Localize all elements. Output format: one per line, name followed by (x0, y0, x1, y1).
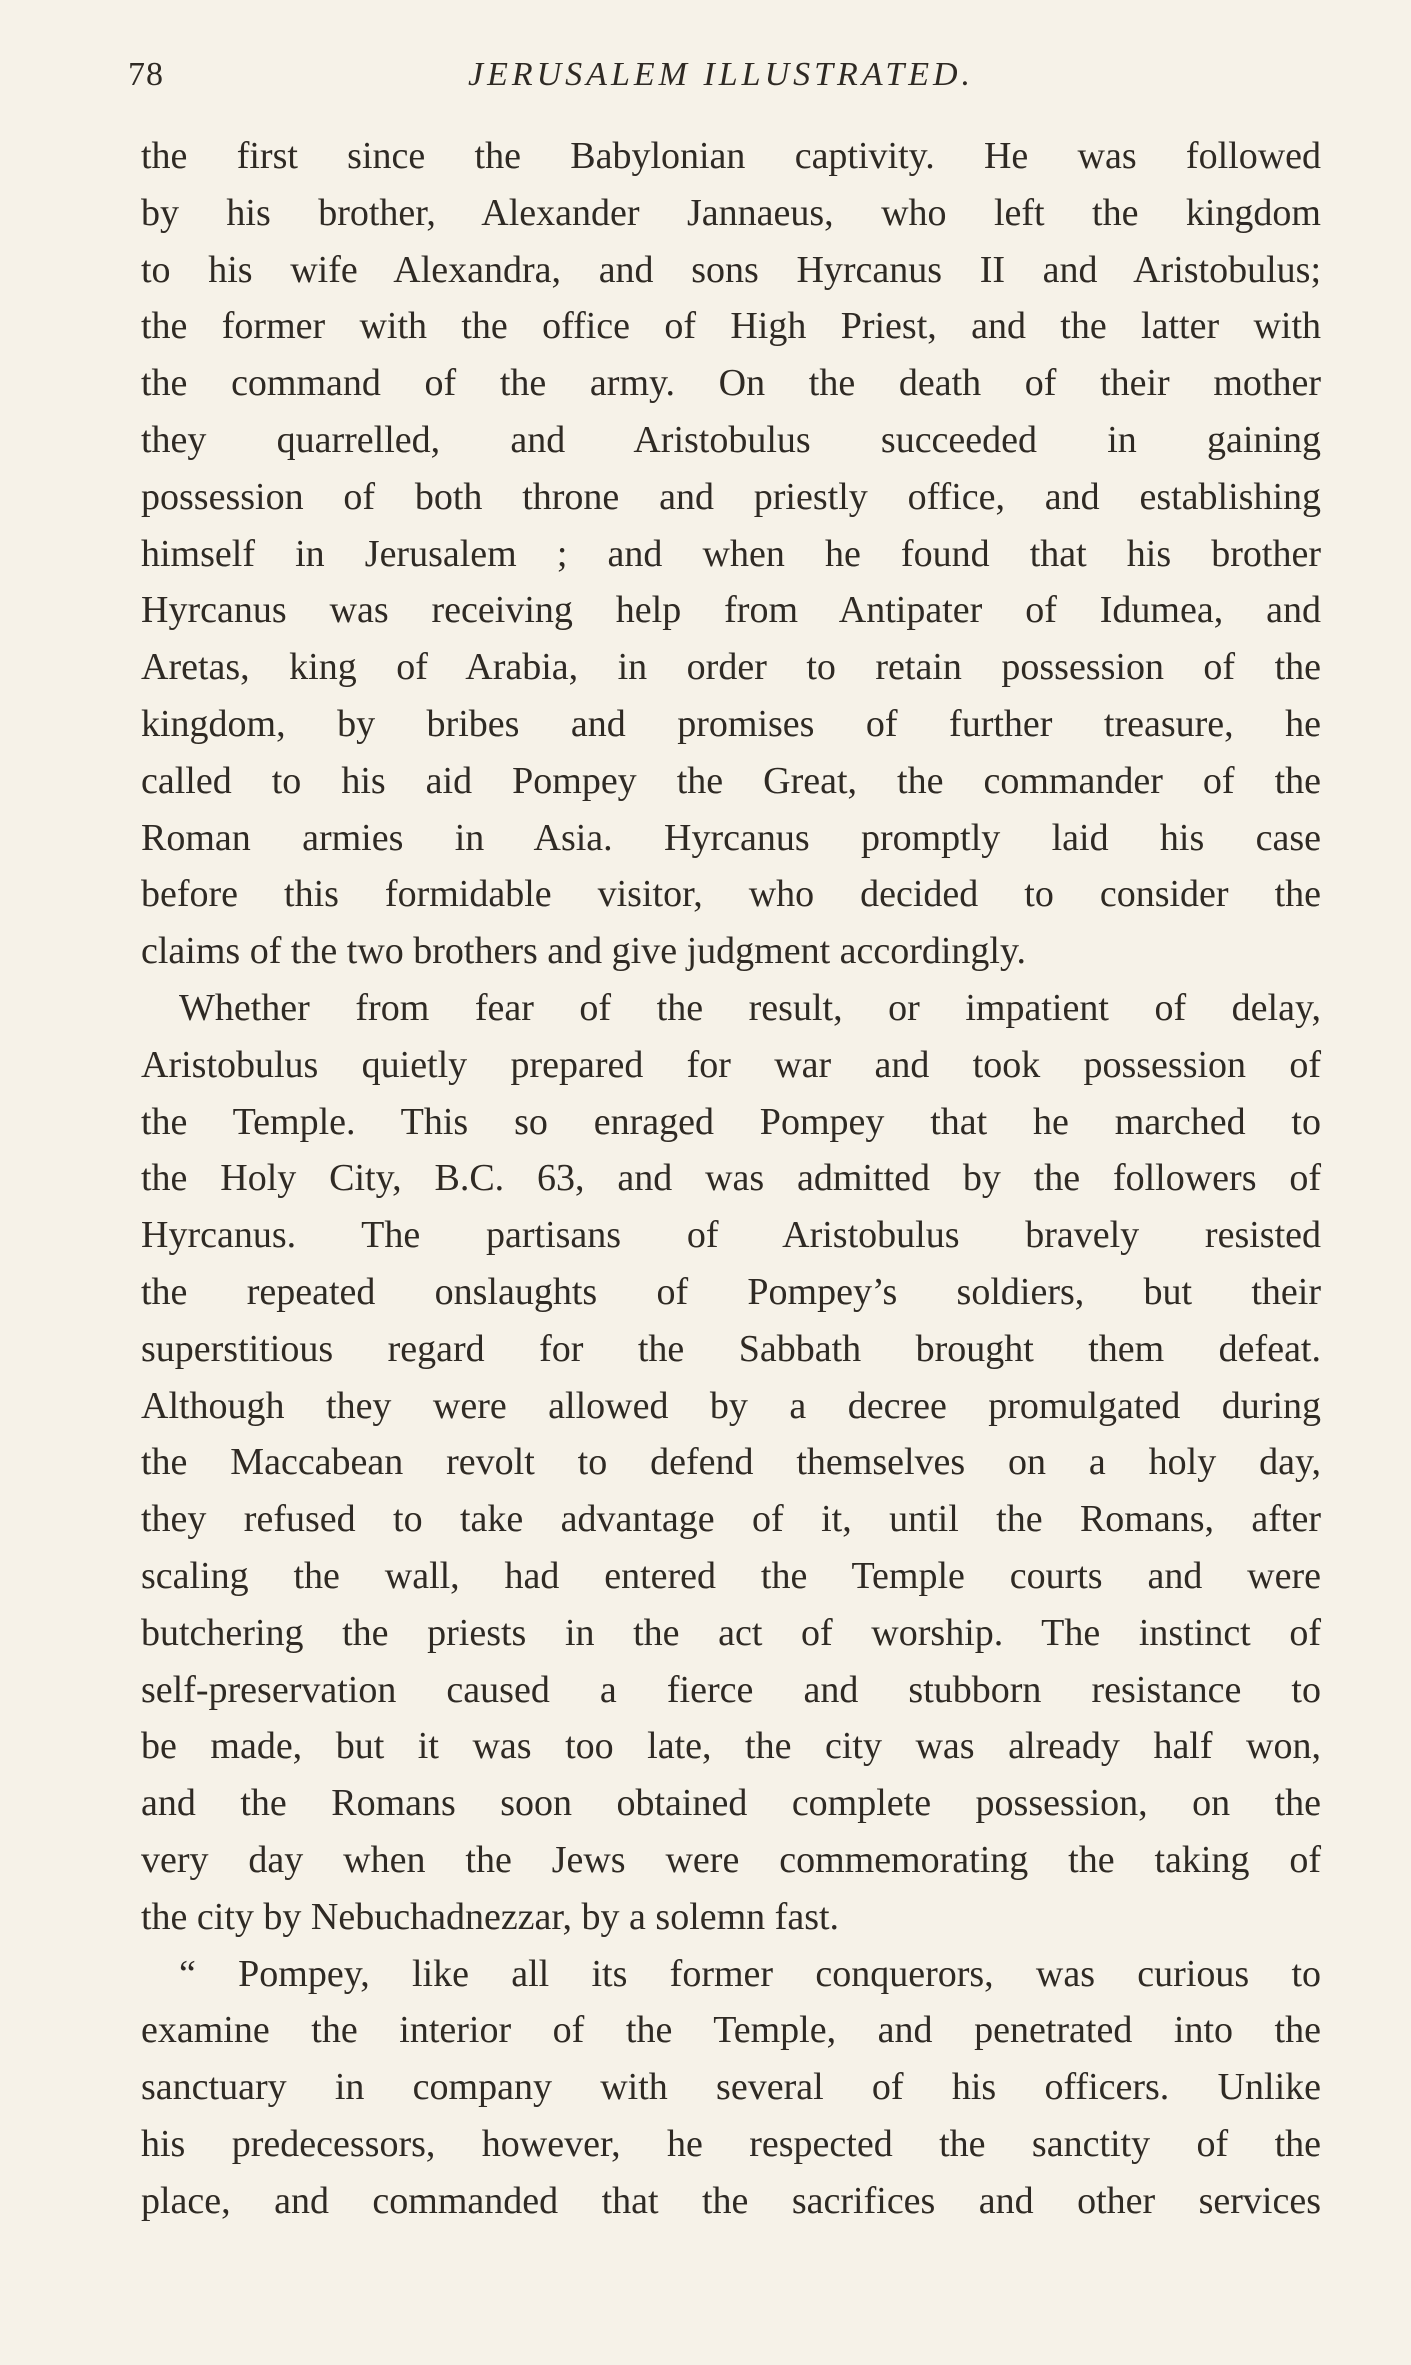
text-line: before this formidable visitor, who decided to consider the (141, 873, 1321, 916)
paragraph-first-line: Whether from fear of the result, or impatient of delay, (179, 986, 1321, 1029)
text-line: himself in Jerusalem ; and when he found that his brother (141, 532, 1321, 575)
text-line: they quarrelled, and Aristobulus succeeded in gaining (141, 418, 1321, 461)
text-line: the command of the army. On the death of their mother (141, 362, 1321, 405)
text-line: the Maccabean revolt to defend themselves on a holy day, (141, 1441, 1321, 1484)
text-line: Aristobulus quietly prepared for war and took possession of (141, 1043, 1321, 1086)
paragraph-first-line: “ Pompey, like all its former conquerors, was curious to (179, 1952, 1321, 1995)
text-line: scaling the wall, had entered the Temple courts and were (141, 1554, 1321, 1597)
running-title: JERUSALEM ILLUSTRATED. (468, 56, 975, 93)
text-line: his predecessors, however, he respected the sanctity of the (141, 2122, 1321, 2165)
text-line: the former with the office of High Priest, and the latter with (141, 305, 1321, 348)
page-number: 78 (128, 56, 164, 93)
text-line: very day when the Jews were commemorating the taking of (141, 1838, 1321, 1881)
text-line: the repeated onslaughts of Pompey’s soldiers, but their (141, 1270, 1321, 1313)
text-line: called to his aid Pompey the Great, the commander of the (141, 759, 1321, 802)
page-header (128, 56, 1308, 112)
text-line: Roman armies in Asia. Hyrcanus promptly laid his case (141, 816, 1321, 859)
text-line: be made, but it was too late, the city was already half won, (141, 1725, 1321, 1768)
text-line: self-preservation caused a fierce and stubborn resistance to (141, 1668, 1321, 1711)
text-line: the Holy City, B.C. 63, and was admitted by the followers of (141, 1157, 1321, 1200)
text-line: the Temple. This so enraged Pompey that he marched to (141, 1100, 1321, 1143)
text-line: claims of the two brothers and give judgment accordingly. (141, 930, 1027, 973)
text-line: examine the interior of the Temple, and penetrated into the (141, 2009, 1321, 2052)
text-line: Hyrcanus was receiving help from Antipater of Idumea, and (141, 589, 1321, 632)
text-line: possession of both throne and priestly office, and establishing (141, 475, 1321, 518)
text-line: the city by Nebuchadnezzar, by a solemn fast. (141, 1895, 840, 1938)
body-text (141, 128, 1321, 2229)
text-line: Hyrcanus. The partisans of Aristobulus bravely resisted (141, 1214, 1321, 1257)
text-line: Although they were allowed by a decree promulgated during (141, 1384, 1321, 1427)
text-line: to his wife Alexandra, and sons Hyrcanus II and Aristobulus; (141, 248, 1321, 291)
text-line: Aretas, king of Arabia, in order to retain possession of the (141, 646, 1321, 689)
text-line: butchering the priests in the act of worship. The instinct of (141, 1611, 1321, 1654)
text-line: they refused to take advantage of it, until the Romans, after (141, 1498, 1321, 1541)
text-line: sanctuary in company with several of his officers. Unlike (141, 2066, 1321, 2109)
text-line: place, and commanded that the sacrifices and other services (141, 2179, 1321, 2222)
text-line: by his brother, Alexander Jannaeus, who left the kingdom (141, 191, 1321, 234)
text-line: kingdom, by bribes and promises of further treasure, he (141, 702, 1321, 745)
text-line: and the Romans soon obtained complete possession, on the (141, 1782, 1321, 1825)
text-line: superstitious regard for the Sabbath brought them defeat. (141, 1327, 1321, 1370)
text-line: the first since the Babylonian captivity. He was followed (141, 135, 1321, 177)
